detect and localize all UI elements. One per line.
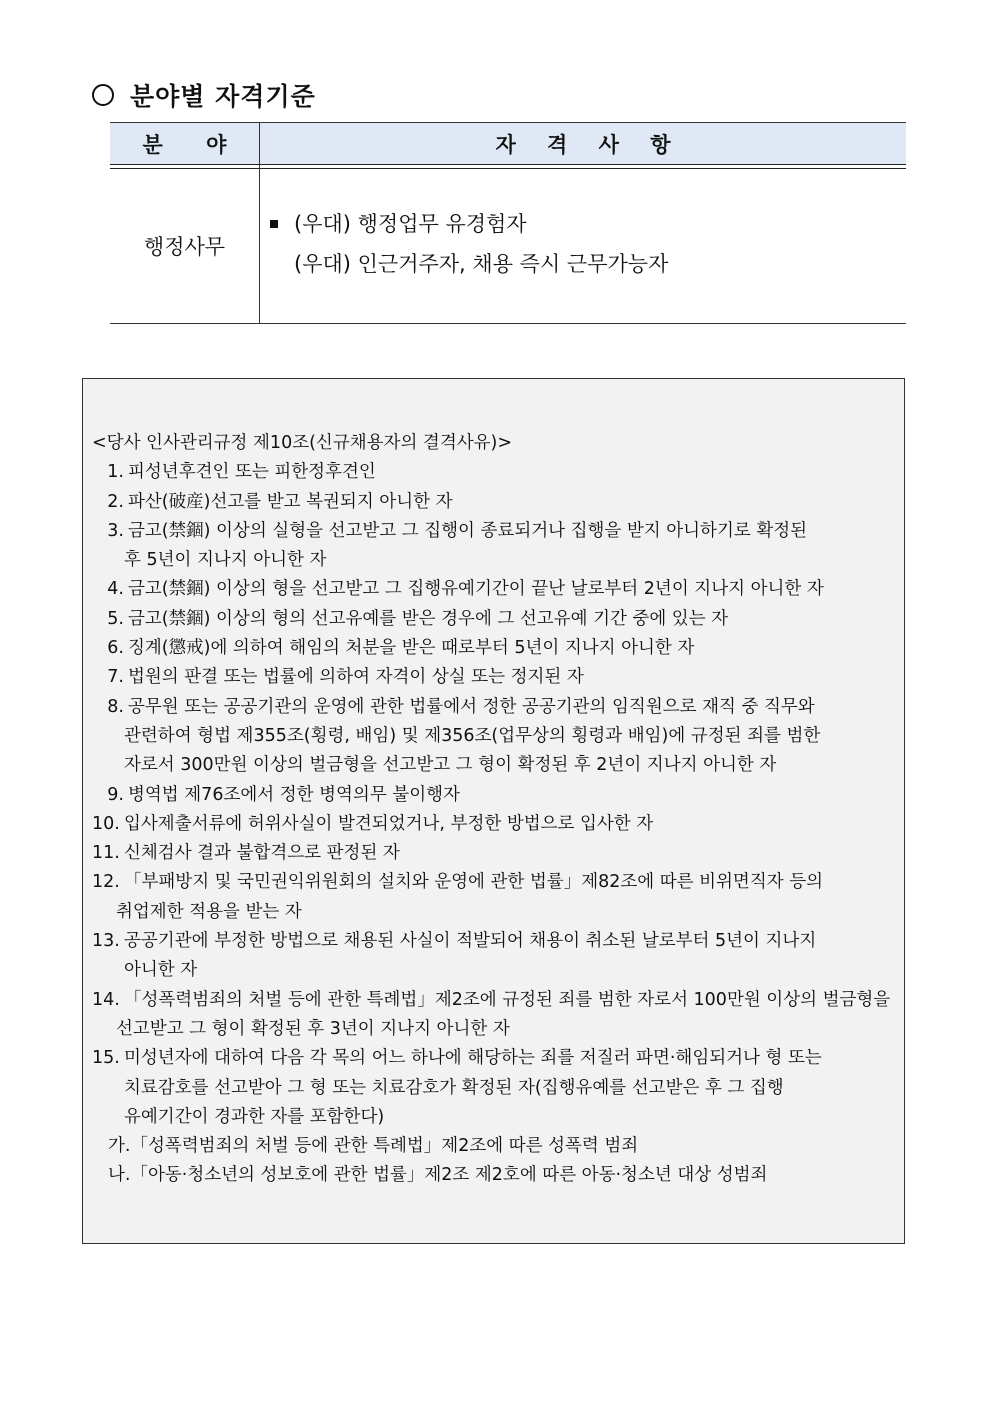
- rule-item-line: [92, 898, 900, 927]
- rule-item-line: [92, 956, 900, 985]
- rule-item-line: [92, 634, 900, 663]
- rule-item-text: 자로서 300만원 이상의 벌금형을 선고받고 그 형이 확정된 후 2년이 지나지 아니한 자: [124, 755, 777, 776]
- section-title-text: 분야별 자격기준: [130, 82, 316, 111]
- rule-item-text: 파산(破産)선고를 받고 복권되지 아니한 자: [128, 491, 453, 512]
- rule-item-text: 아니한 자: [124, 960, 198, 981]
- rule-item-text: 「부패방지 및 국민권익위원회의 설치와 운영에 관한 법률」제82조에 따른 비위면직자 등의: [124, 872, 824, 893]
- rule-item-text: 공공기관에 부정한 방법으로 채용된 사실이 적발되어 채용이 취소된 날로부터 5년이 지나지: [124, 931, 817, 952]
- rule-item-number: 12.: [92, 872, 120, 893]
- rule-item-line: [92, 810, 900, 839]
- rule-item-number: 13.: [92, 931, 120, 952]
- table-header: [110, 122, 906, 165]
- rule-item-line: [92, 839, 900, 868]
- rules-content: [92, 429, 900, 1191]
- rule-item-text: 공무원 또는 공공기관의 운영에 관한 법률에서 정한 공공기관의 임직원으로 재직 중 직무와: [128, 696, 815, 717]
- rule-item-text: 금고(禁錮) 이상의 실형을 선고받고 그 집행이 종료되거나 집행을 받지 아니하기로 확정된: [128, 520, 808, 541]
- rule-item-line: [92, 693, 900, 722]
- section-title: [92, 78, 316, 112]
- rule-item-line: [92, 722, 900, 751]
- rule-item-text: 금고(禁錮) 이상의 형의 선고유예를 받은 경우에 그 선고유예 기간 중에 있는 자: [128, 608, 729, 629]
- rule-item-text: 후 5년이 지나지 아니한 자: [124, 550, 327, 571]
- rule-item-line: [92, 605, 900, 634]
- circle-bullet-icon: [92, 84, 114, 106]
- rule-item-number: 4.: [107, 579, 124, 600]
- rule-item-text: 징계(懲戒)에 의하여 해임의 처분을 받은 때로부터 5년이 지나지 아니한 자: [128, 638, 695, 659]
- rule-item-number: 5.: [107, 608, 124, 629]
- rule-item-line: [92, 575, 900, 604]
- rule-item-text: 관련하여 형법 제355조(횡령, 배임) 및 제356조(업무상의 횡령과 배임)에 규정된 죄를 범한: [124, 725, 821, 746]
- rule-item-line: [92, 1044, 900, 1073]
- qualification-table: [110, 122, 906, 324]
- rule-item-line: [92, 751, 900, 780]
- rule-item-text: 미성년자에 대하여 다음 각 목의 어느 하나에 해당하는 죄를 저질러 파면·해임되거나 형 또는: [124, 1048, 822, 1069]
- rule-item-line: [92, 927, 900, 956]
- header-qualifications: 자 격 사 항: [495, 133, 683, 157]
- field-cell: 행정사무: [143, 234, 226, 259]
- square-bullet-icon: [270, 220, 278, 228]
- rule-item-number: 7.: [107, 667, 124, 688]
- table-bottom-rule: [110, 323, 906, 324]
- rule-item-line: [92, 546, 900, 575]
- rule-item-text: 선고받고 그 형이 확정된 후 3년이 지나지 아니한 자: [116, 1018, 510, 1039]
- rule-item-line: [92, 663, 900, 692]
- rule-item-text: 유예기간이 경과한 자를 포함한다): [124, 1106, 385, 1127]
- rule-item-text: 취업제한 적용을 받는 자: [116, 901, 302, 922]
- qualification-item: (우대) 인근거주자, 채용 즉시 근무가능자: [294, 252, 669, 276]
- rule-item-line: [92, 1015, 900, 1044]
- rule-subitem: 가.「성폭력범죄의 처벌 등에 관한 특례법」제2조에 따른 성폭력 범죄: [108, 1136, 639, 1157]
- header-field: 분 야: [142, 133, 245, 157]
- rules-heading: <당사 인사관리규정 제10조(신규채용자의 결격사유)>: [92, 433, 513, 453]
- rule-item-number: 11.: [92, 843, 120, 864]
- rule-item-text: 「성폭력범죄의 처벌 등에 관한 특례법」제2조에 규정된 죄를 범한 자로서 100만원 이상의 벌금형을: [124, 989, 891, 1010]
- rule-item-number: 2.: [107, 491, 124, 512]
- disqualification-rules-box: [82, 378, 905, 1244]
- rule-item-line: [92, 488, 900, 517]
- rule-item-line: [92, 458, 900, 487]
- rule-item-line: [92, 517, 900, 546]
- rule-item-text: 금고(禁錮) 이상의 형을 선고받고 그 집행유예기간이 끝난 날로부터 2년이 지나지 아니한 자: [128, 579, 824, 600]
- rule-item-number: 14.: [92, 989, 120, 1010]
- rule-item-line: [92, 1103, 900, 1132]
- rule-item-text: 신체검사 결과 불합격으로 판정된 자: [124, 843, 400, 864]
- rule-item-text: 병역법 제76조에서 정한 병역의무 불이행자: [128, 784, 460, 805]
- rule-item-text: 입사제출서류에 허위사실이 발견되었거나, 부정한 방법으로 입사한 자: [124, 813, 654, 834]
- rule-item-number: 10.: [92, 813, 120, 834]
- rule-item-text: 법원의 판결 또는 법률에 의하여 자격이 상실 또는 정지된 자: [128, 667, 584, 688]
- rule-item-number: 8.: [107, 696, 124, 717]
- column-divider: [259, 122, 260, 324]
- rule-item-number: 15.: [92, 1048, 120, 1069]
- rule-item-text: 피성년후견인 또는 피한정후견인: [128, 462, 376, 483]
- rule-item-number: 1.: [107, 462, 124, 483]
- rule-item-line: [92, 781, 900, 810]
- rule-item-number: 9.: [107, 784, 124, 805]
- rule-subitem: 나.「아동·청소년의 성보호에 관한 법률」제2조 제2호에 따른 아동·청소년 대상 성범죄: [108, 1165, 768, 1186]
- qualifications-cell: [268, 204, 898, 284]
- rule-item-number: 3.: [107, 520, 124, 541]
- rule-item-line: [92, 868, 900, 897]
- rule-item-number: 6.: [107, 638, 124, 659]
- rule-item-line: [92, 1074, 900, 1103]
- rule-item-line: [92, 986, 900, 1015]
- qualification-item: (우대) 행정업무 유경험자: [268, 204, 898, 244]
- rule-item-text: 치료감호를 선고받아 그 형 또는 치료감호가 확정된 자(집행유예를 선고받은 후 그 집행: [124, 1077, 784, 1098]
